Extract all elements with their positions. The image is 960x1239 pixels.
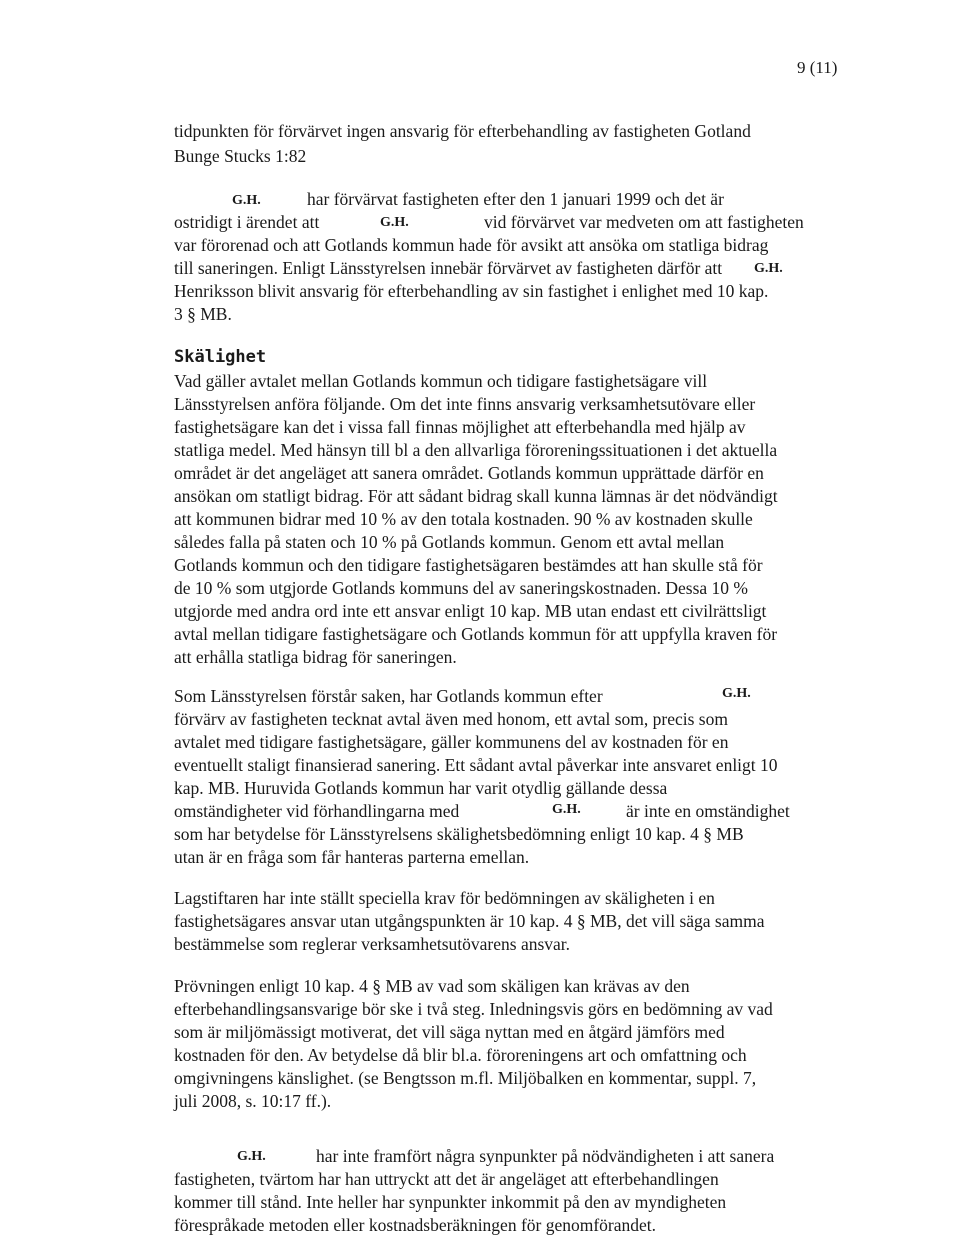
redacted-initials: G.H.: [380, 215, 409, 230]
text-line: var förorenad och att Gotlands kommun hade för avsikt att ansöka om statliga bidrag: [174, 235, 769, 255]
text-line: statliga medel. Med hänsyn till bl a den allvarliga föroreningssituationen i det aktuella: [174, 440, 778, 460]
text-line: området är det angeläget att sanera området. Gotlands kommun upprättade därför en: [174, 463, 764, 483]
text-line: Lagstiftaren har inte ställt speciella krav för bedömningen av skäligheten i en: [174, 888, 715, 908]
text-line: Vad gäller avtalet mellan Gotlands kommun och tidigare fastighetsägare vill: [174, 371, 708, 391]
text-line: Som Länsstyrelsen förstår saken, har Gotlands kommun efter: [174, 686, 603, 706]
text-line: bestämmelse som reglerar verksamhetsutövarens ansvar.: [174, 934, 571, 954]
text-line: vid förvärvet var medveten om att fastigheten: [484, 212, 804, 232]
text-line: kostnaden för den. Av betydelse då blir bl.a. föroreningens art och omfattning och: [174, 1045, 747, 1065]
text-line: ansökan om statligt bidrag. För att sådant bidrag skall kunna lämnas är det nödvändigt: [174, 486, 778, 506]
redacted-initials: G.H.: [232, 193, 261, 208]
text-line: kap. MB. Huruvida Gotlands kommun har varit otydlig gällande dessa: [174, 778, 668, 798]
text-line: har förvärvat fastigheten efter den 1 januari 1999 och det är: [307, 189, 724, 209]
redacted-initials: G.H.: [722, 686, 751, 701]
text-line: till saneringen. Enligt Länsstyrelsen innebär förvärvet av fastigheten därför att: [174, 258, 723, 278]
text-line: fastigheten, tvärtom har han uttryckt att det är angeläget att efterbehandlingen: [174, 1169, 719, 1189]
text-line: har inte framfört några synpunkter på nödvändigheten i att sanera: [316, 1146, 775, 1166]
redacted-initials: G.H.: [754, 261, 783, 276]
section-heading: Skälighet: [174, 347, 267, 367]
text-line: kommer till stånd. Inte heller har synpunkter inkommit på den av myndigheten: [174, 1192, 727, 1212]
text-line: fastighetsägares ansvar utan utgångspunkten är 10 kap. 4 § MB, det vill säga samma: [174, 911, 765, 931]
text-line: Bunge Stucks 1:82: [174, 146, 307, 166]
text-line: juli 2008, s. 10:17 ff.).: [174, 1091, 332, 1111]
text-line: förvärv av fastigheten tecknat avtal även med honom, ett avtal som, precis som: [174, 709, 728, 729]
text-line: tidpunkten för förvärvet ingen ansvarig för efterbehandling av fastigheten Gotland: [174, 121, 751, 141]
text-line: utan är en fråga som får hanteras parterna emellan.: [174, 847, 530, 867]
redacted-initials: G.H.: [552, 802, 581, 817]
text-line: att kommunen bidrar med 10 % av den totala kostnaden. 90 % av kostnaden skulle: [174, 509, 753, 529]
page-number: 9 (11): [797, 58, 838, 77]
text-line: eventuellt staligt finansierad sanering. Ett sådant avtal påverkar inte ansvaret enligt 10: [174, 755, 778, 775]
text-line: avtal mellan tidigare fastighetsägare och Gotlands kommun för att uppfylla kraven för: [174, 624, 778, 644]
text-line: som har betydelse för Länsstyrelsens skälighetsbedömning enligt 10 kap. 4 § MB: [174, 824, 744, 844]
text-line: som är miljömässigt motiverat, det vill säga nyttan med en åtgärd jämförs med: [174, 1022, 725, 1042]
text-line: ostridigt i ärendet att: [174, 212, 320, 232]
text-line: omgivningens känslighet. (se Bengtsson m.fl. Miljöbalken en kommentar, suppl. 7,: [174, 1068, 757, 1088]
text-line: är inte en omständighet: [626, 801, 790, 821]
text-line: Länsstyrelsen anföra följande. Om det inte finns ansvarig verksamhetsutövare eller: [174, 394, 756, 414]
text-line: förespråkade metoden eller kostnadsberäkningen för genomförandet.: [174, 1215, 657, 1235]
text-line: således falla på staten och 10 % på Gotlands kommun. Genom ett avtal mellan: [174, 532, 725, 552]
text-line: utgjorde med andra ord inte ett ansvar enligt 10 kap. MB utan endast ett civilrättsligt: [174, 601, 767, 621]
text-line: de 10 % som utgjorde Gotlands kommuns del av saneringskostnaden. Dessa 10 %: [174, 578, 749, 598]
text-line: fastighetsägare kan det i vissa fall finnas möjlighet att efterbehandla med hjälp av: [174, 417, 746, 437]
redacted-initials: G.H.: [237, 1149, 266, 1164]
text-line: Henriksson blivit ansvarig för efterbehandling av sin fastighet i enlighet med 10 kap.: [174, 281, 769, 301]
text-line: Gotlands kommun och den tidigare fastighetsägaren bestämdes att han skulle stå för: [174, 555, 763, 575]
text-line: 3 § MB.: [174, 304, 232, 324]
text-line: att erhålla statliga bidrag för saneringen.: [174, 647, 457, 667]
text-line: efterbehandlingsansvarige bör ske i två steg. Inledningsvis görs en bedömning av vad: [174, 999, 773, 1019]
text-line: avtalet med tidigare fastighetsägare, gäller kommunens del av kostnaden för en: [174, 732, 729, 752]
text-line: omständigheter vid förhandlingarna med: [174, 801, 460, 821]
text-line: Prövningen enligt 10 kap. 4 § MB av vad som skäligen kan krävas av den: [174, 976, 690, 996]
